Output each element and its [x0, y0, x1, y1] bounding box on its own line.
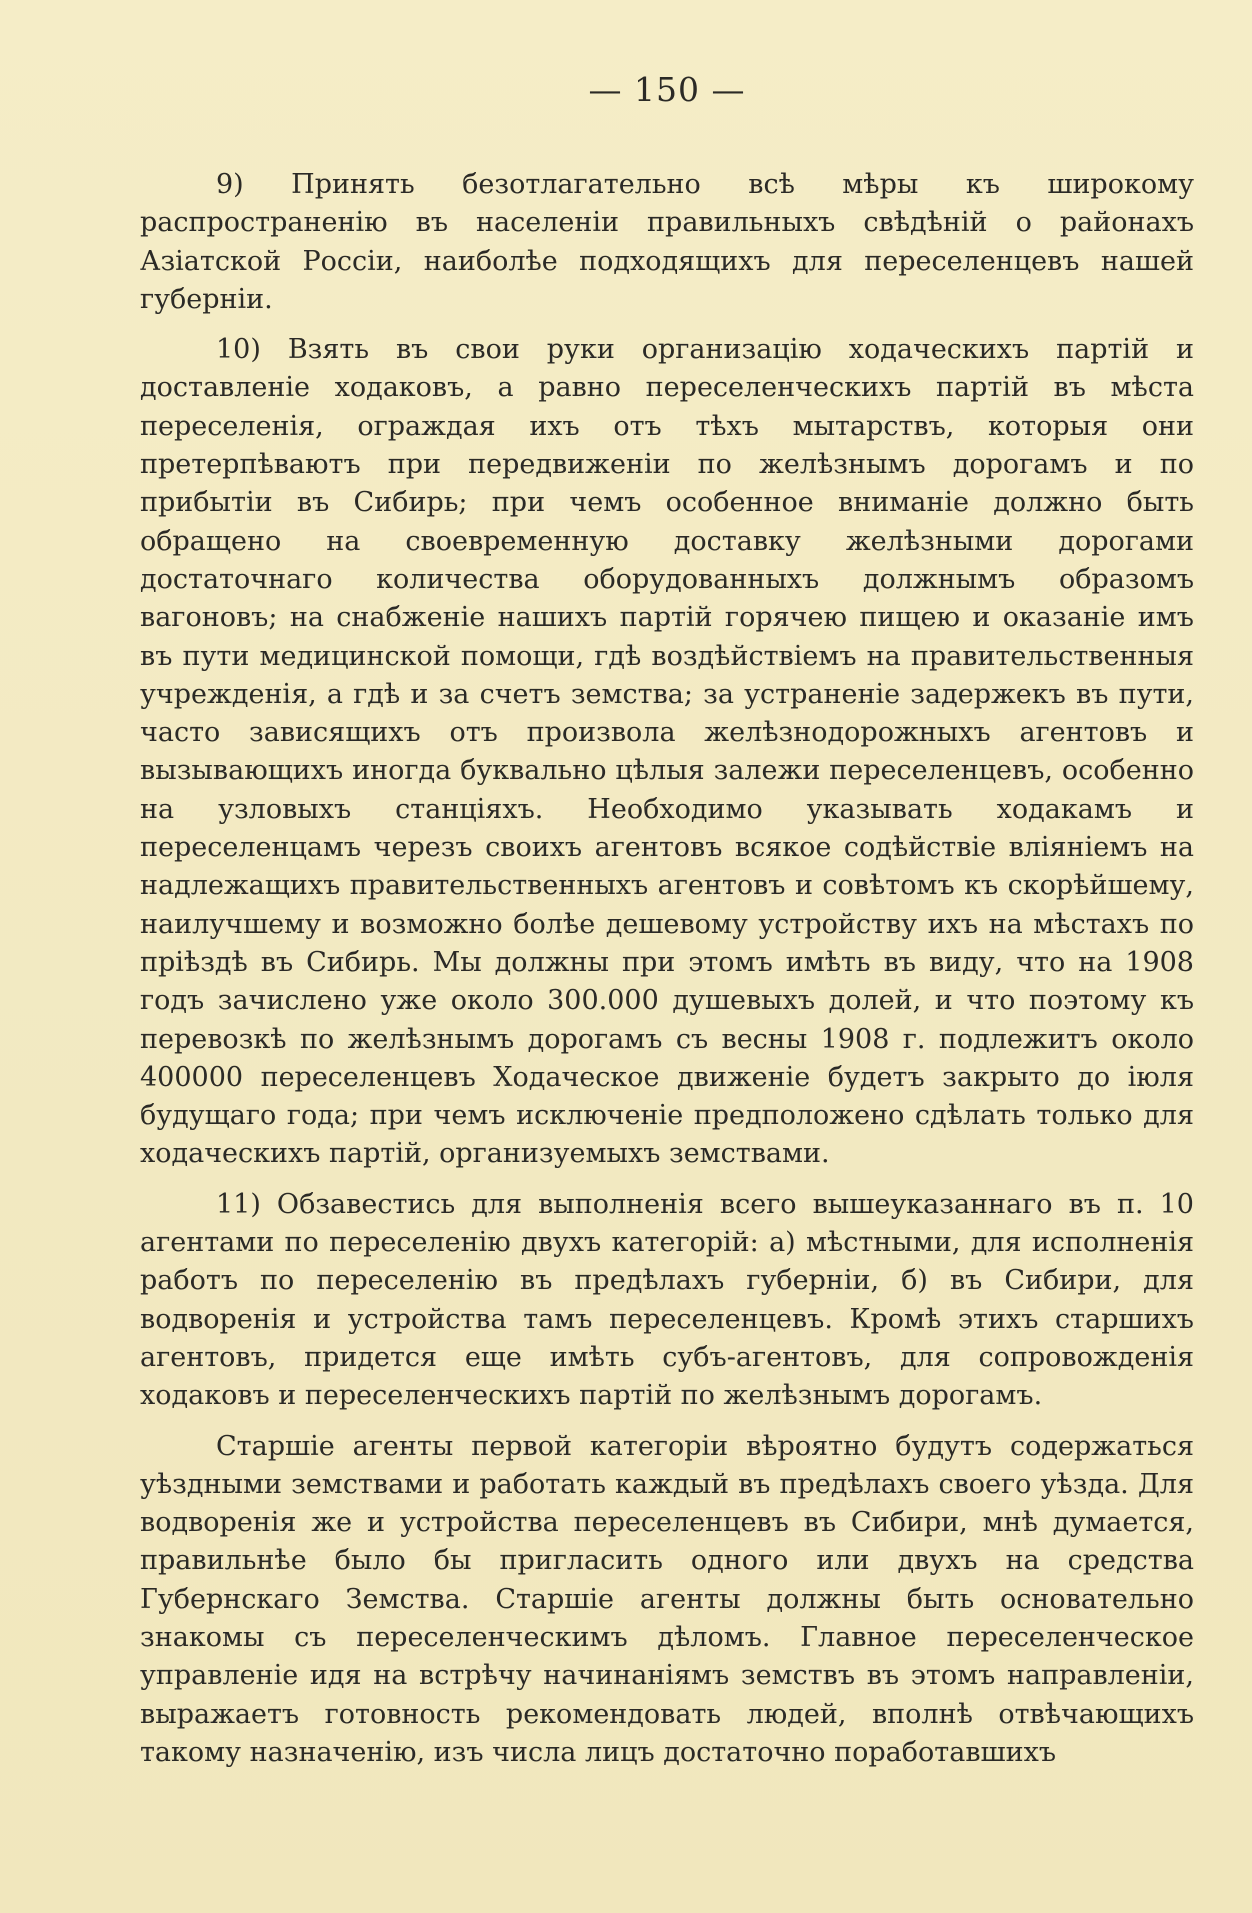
paragraph-11: 11) Обзавестись для выполненія всего вышеуказаннаго въ п. 10 агентами по переселенію двухъ категорій: а) мѣстными, для исполненія работъ по переселенію въ предѣлахъ губерніи, б) въ Сибири, для водворенія и устройства тамъ переселенцевъ. Кромѣ этихъ старшихъ агентовъ, придется еще имѣть субъ-агентовъ, для сопровожденія ходаковъ и переселенческихъ партій по желѣзнымъ дорогамъ.: [140, 1188, 1194, 1412]
page-number: — 150 —: [588, 70, 746, 109]
paragraph-10: 10) Взять въ свои руки организацію ходаческихъ партій и доставленіе ходаковъ, а равно переселенческихъ партій въ мѣста переселенія, ограждая ихъ отъ тѣхъ мытарствъ, которыя они претерпѣваютъ при передвиженіи по желѣзнымъ дорогамъ и по прибытіи въ Сибирь; при чемъ особенное вниманіе должно быть обращено на своевременную доставку желѣзными дорогами достаточнаго количества оборудованныхъ должнымъ образомъ вагоновъ; на снабженіе нашихъ партій горячею пищею и оказаніе имъ въ пути медицинской помощи, гдѣ воздѣйствіемъ на правительственныя учрежденія, а гдѣ и за счетъ земства; за устраненіе задержекъ въ пути, часто зависящихъ отъ произвола желѣзнодорожныхъ агентовъ и вызывающихъ иногда буквально цѣлыя залежи переселенцевъ, особенно на узловыхъ станціяхъ. Необходимо указывать ходакамъ и переселенцамъ черезъ своихъ агентовъ всякое содѣйствіе вліяніемъ на надлежащихъ правительственныхъ агентовъ и совѣтомъ къ скорѣйшему, наилучшему и возможно болѣе дешевому устройству ихъ на мѣстахъ по пріѣздѣ въ Сибирь. Мы должны при этомъ имѣть въ виду, что на 1908 годъ зачислено уже около 300.000 душевыхъ долей, и что поэтому къ перевозкѣ по желѣзнымъ дорогамъ съ весны 1908 г. подлежитъ около 400000 переселенцевъ Ходаческое движеніе будетъ закрыто до іюля будущаго года; при чемъ исключеніе предположено сдѣлать только для ходаческихъ партій, организуемыхъ земствами.: [140, 334, 1194, 1170]
paragraph-9: 9) Принять безотлагательно всѣ мѣры къ широкому распространенію въ населеніи правильныхъ свѣдѣній о районахъ Азіатской Россіи, наиболѣе подходящихъ для переселенцевъ нашей губерніи.: [140, 169, 1194, 315]
paragraph-senior-agents: Старшіе агенты первой категоріи вѣроятно будутъ содержаться уѣздными земствами и работать каждый въ предѣлахъ своего уѣзда. Для водворенія же и устройства переселенцевъ въ Сибири, мнѣ думается, правильнѣе было бы пригласить одного или двухъ на средства Губернскаго Земства. Старшіе агенты должны быть основательно знакомы съ переселенческимъ дѣломъ. Главное переселенческое управленіе идя на встрѣчу начинаніямъ земствъ въ этомъ направленіи, выражаетъ готовность рекомендовать людей, вполнѣ отвѣчающихъ такому назначенію, изъ числа лицъ достаточно поработавшихъ: [140, 1430, 1194, 1768]
